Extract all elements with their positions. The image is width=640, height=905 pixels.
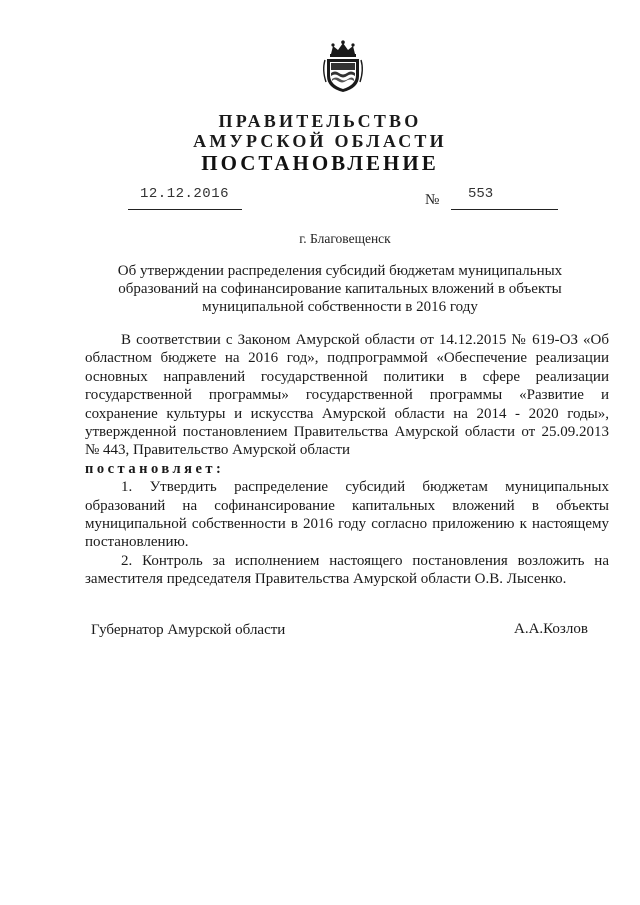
subject-line: муниципальной собственности в 2016 году bbox=[202, 299, 478, 315]
document-date: 12.12.2016 bbox=[140, 186, 230, 202]
number-sign: № bbox=[425, 192, 440, 208]
document-type-title: ПОСТАНОВЛЕНИЕ bbox=[201, 151, 439, 175]
decree-item-1: 1. Утвердить распределение субсидий бюджетам муниципальных образований на софинансирование капитальных вложений в объекты муниципальной собственности в 2016 году согласно приложению к настоящему постановлению. bbox=[85, 479, 609, 551]
amur-region-coat-of-arms-icon bbox=[320, 40, 366, 94]
subject-line: Об утверждении распределения субсидий бюджетам муниципальных bbox=[117, 263, 563, 279]
number-underline bbox=[451, 209, 558, 210]
decree-word: постановляет: bbox=[85, 460, 225, 477]
document-number: 553 bbox=[468, 186, 494, 202]
government-name-line2: АМУРСКОЙ ОБЛАСТИ bbox=[193, 131, 447, 151]
preamble-paragraph: В соответствии с Законом Амурской области от 14.12.2015 № 619-ОЗ «Об областном бюджете на 2016 год», подпрограммой «Обеспечение реализации основных направлений государственной политики в сфере реализации государственной программы» государственной программы «Развитие и сохранение культуры и искусства Амурской области на 2014 - 2020 годы», утвержденной постановлением Правительства Амурской области от 25.09.2013 № 443, Правительство Амурской области bbox=[85, 332, 609, 459]
signatory-title: Губернатор Амурской области bbox=[91, 622, 286, 638]
signatory-name: А.А.Козлов bbox=[514, 621, 588, 637]
government-name-line1: ПРАВИТЕЛЬСТВО bbox=[218, 111, 422, 131]
subject-line: образований на софинансирование капитальных вложений в объекты bbox=[118, 281, 562, 297]
date-underline bbox=[128, 209, 242, 210]
document-subject bbox=[100, 262, 580, 316]
decree-item-2: 2. Контроль за исполнением настоящего постановления возложить на заместителя председателя Правительства Амурской области О.В. Лысенко. bbox=[85, 552, 609, 588]
issue-city: г. Благовещенск bbox=[299, 231, 391, 246]
document-body bbox=[85, 331, 609, 589]
